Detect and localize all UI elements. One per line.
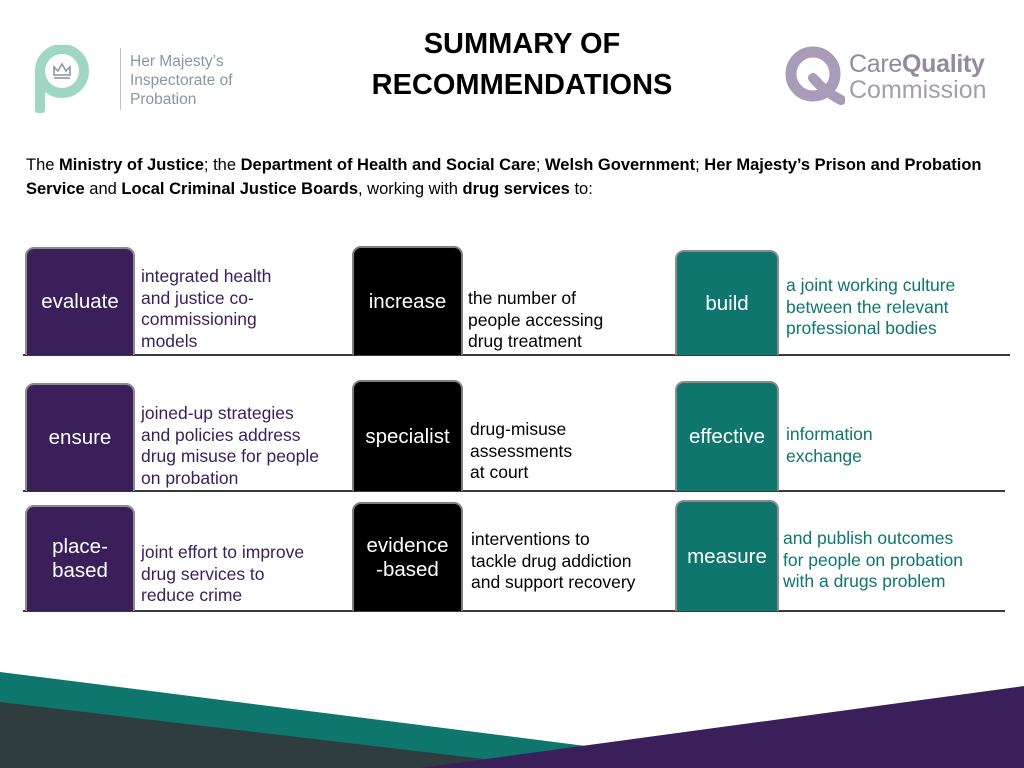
hmip-logo-text (130, 52, 280, 109)
row-rule (23, 490, 1005, 492)
intro-text: ; (535, 156, 546, 174)
keyword-label (52, 535, 108, 583)
desc-line: drug-misuse (470, 419, 567, 439)
footer-stripes (0, 660, 1024, 768)
desc-line: commissioning (141, 309, 257, 329)
recommendation-specialist (470, 419, 670, 484)
keyword-label: evaluate (41, 290, 119, 313)
desc-line: interventions to (471, 529, 590, 549)
hmip-line2: Inspectorate of (130, 72, 233, 89)
intro-bold: Ministry of Justice (59, 156, 204, 174)
intro-paragraph (26, 153, 1016, 201)
keyword-label: specialist (365, 424, 450, 448)
desc-line: the number of (468, 288, 576, 308)
cqc-line1 (849, 50, 985, 78)
title-line2: RECOMMENDATIONS (371, 69, 673, 101)
desc-line: models (141, 330, 198, 351)
keyword-specialist (352, 380, 463, 491)
recommendation-place-based (141, 542, 351, 607)
desc-line: and policies address (141, 424, 301, 445)
probation-p-crown-icon (32, 45, 96, 115)
keyword-evidence-based (352, 502, 463, 611)
title-line1: SUMMARY OF (423, 28, 621, 60)
row-rule (23, 610, 1005, 612)
recommendation-evidence-based (471, 529, 671, 594)
desc-line: for people on probation (783, 549, 963, 570)
desc-line: and publish outcomes (783, 528, 954, 548)
desc-line: joined-up strategies (141, 403, 294, 423)
desc-line: integrated health (141, 266, 272, 286)
keyword-line: -based (376, 557, 439, 581)
intro-bold: Department of Health and Social Care (240, 156, 536, 174)
desc-line: people accessing (468, 309, 604, 330)
keyword-measure (675, 500, 779, 611)
desc-line: assessments (470, 440, 573, 461)
cqc-logo (783, 44, 1003, 114)
row-rule (23, 354, 1010, 356)
desc-line: professional bodies (786, 318, 937, 338)
intro-text: ; the (203, 156, 241, 174)
keyword-label: effective (689, 425, 765, 448)
intro-bold: Her Majesty’s Prison and Probation Service (26, 156, 982, 198)
recommendation-ensure (141, 403, 351, 489)
intro-text: The (26, 156, 60, 174)
cqc-care: Care (849, 50, 902, 78)
keyword-line: based (52, 559, 108, 582)
desc-line: drug misuse for people (141, 446, 320, 466)
hmip-line3: Probation (130, 91, 197, 108)
keyword-build (675, 250, 779, 355)
keyword-label: measure (687, 544, 767, 568)
intro-text: and (84, 180, 122, 198)
desc-line: with a drugs problem (783, 571, 946, 591)
keyword-label: build (705, 291, 749, 315)
desc-line: and justice co- (141, 287, 254, 308)
desc-line: and support recovery (471, 572, 636, 592)
logo-divider (120, 48, 121, 110)
keyword-evaluate (25, 247, 135, 355)
recommendation-build (786, 275, 1011, 340)
keyword-label (366, 534, 448, 582)
desc-line: between the relevant (786, 296, 949, 317)
keyword-label: ensure (48, 426, 112, 449)
hmip-line1: Her Majesty’s (130, 53, 224, 70)
desc-line: on probation (141, 467, 239, 488)
desc-line: a joint working culture (786, 275, 956, 295)
keyword-place-based (25, 505, 135, 611)
cqc-quality: Quality (902, 50, 985, 78)
desc-line: tackle drug addiction (471, 550, 632, 571)
intro-bold: Welsh Government (545, 156, 696, 174)
recommendation-effective (786, 424, 986, 467)
recommendation-measure (783, 528, 1008, 593)
keyword-ensure (25, 383, 135, 491)
intro-text: , working with (358, 180, 463, 198)
footer-purple-stripe (420, 686, 1024, 768)
page-title (300, 24, 744, 106)
desc-line: exchange (786, 445, 862, 466)
keyword-effective (675, 381, 779, 491)
recommendation-increase (468, 288, 673, 353)
desc-line: drug services to (141, 563, 265, 584)
keyword-line: place- (52, 535, 108, 558)
desc-line: reduce crime (141, 585, 243, 605)
desc-line: drug treatment (468, 331, 582, 351)
keyword-label: increase (368, 289, 447, 313)
keyword-line: evidence (366, 533, 449, 557)
desc-line: joint effort to improve (141, 542, 305, 562)
hmip-logo (32, 45, 232, 115)
intro-text: ; (695, 156, 705, 174)
intro-bold: Local Criminal Justice Boards (121, 180, 358, 198)
cqc-q-icon (783, 44, 845, 110)
keyword-increase (352, 246, 463, 355)
desc-line: at court (470, 462, 529, 482)
desc-line: information (786, 424, 873, 444)
intro-bold: drug services (462, 180, 570, 198)
intro-text: to: (569, 180, 593, 198)
cqc-commission: Commission (849, 76, 987, 104)
recommendation-evaluate (141, 266, 346, 352)
